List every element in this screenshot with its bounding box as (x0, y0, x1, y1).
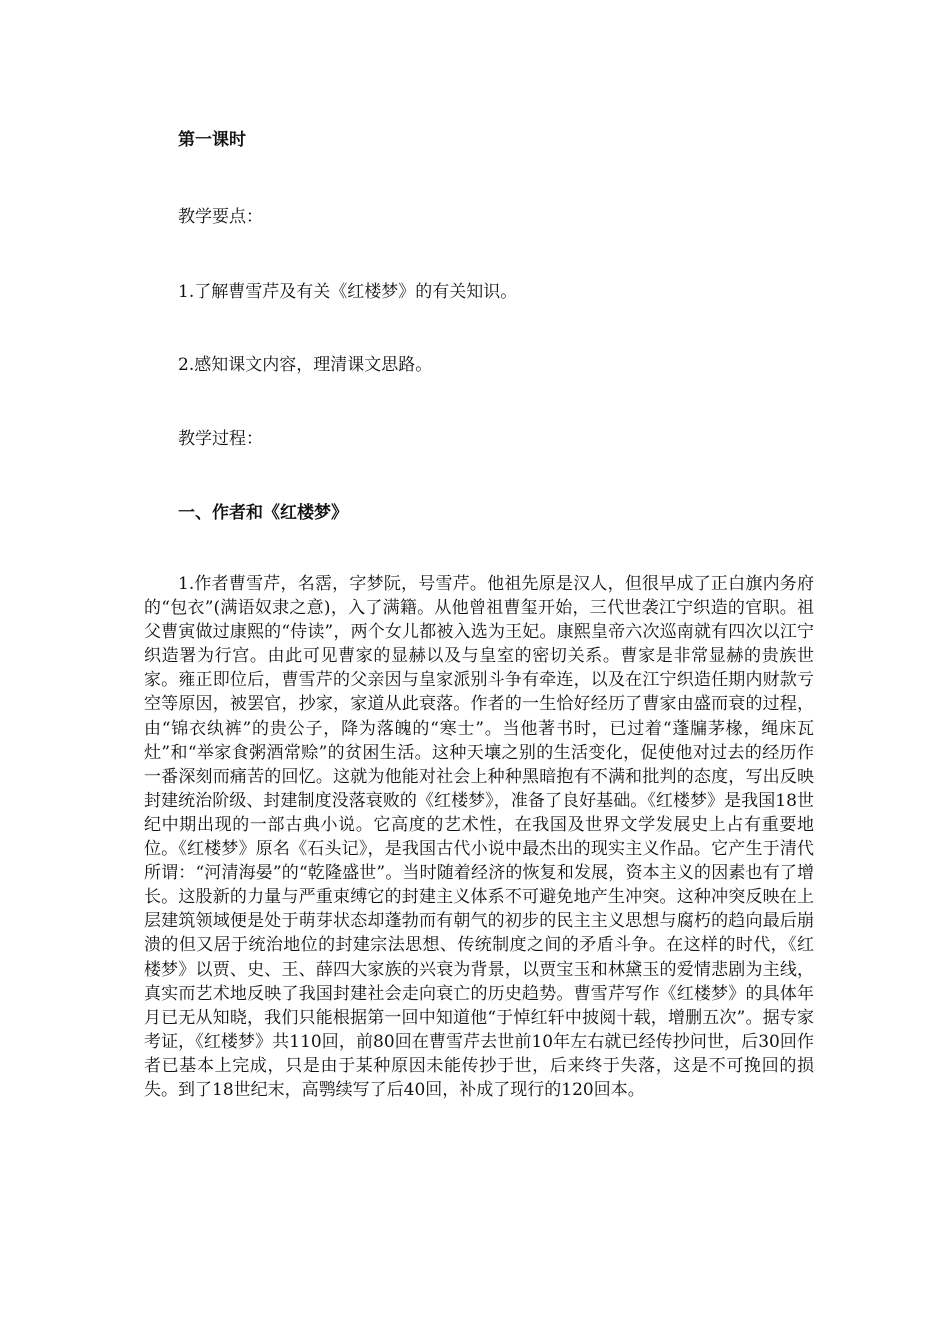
teaching-points-heading: 教学要点： (178, 207, 263, 227)
teaching-point-item: 2.感知课文内容，理清课文思路。 (178, 355, 433, 375)
teaching-point-item: 1.了解曹雪芹及有关《红楼梦》的有关知识。 (178, 282, 518, 302)
section-heading: 一、作者和《红楼梦》 (178, 503, 348, 523)
teaching-process-heading: 教学过程： (178, 429, 263, 449)
lesson-title: 第一课时 (178, 130, 246, 150)
body-paragraph: 1.作者曹雪芹，名霑，字梦阮，号雪芹。他祖先原是汉人，但很早成了正白旗内务府的“包衣”(满语奴隶之意)，入了满籍。从他曾祖曹玺开始，三代世袭江宁织造的官职。祖父曹寅做过康熙的“侍读”，两个女儿都被入选为王妃。康熙皇帝六次巡南就有四次以江宁织造署为行宫。由此可见曹家的显赫以及与皇室的密切关系。曹家是非常显赫的贵族世家。雍正即位后，曹雪芹的父亲因与皇家派别斗争有牵连，以及在江宁织造任期内财款亏空等原因，被罢官，抄家，家道从此衰落。作者的一生恰好经历了曹家由盛而衰的过程，由“锦衣纨裤”的贵公子，降为落魄的“寒士”。当他著书时，已过着“蓬牖茅椽，绳床瓦灶”和“举家食粥酒常赊”的贫困生活。这种天壤之别的生活变化，促使他对过去的经历作一番深刻而痛苦的回忆。这就为他能对社会上种种黑暗抱有不满和批判的态度，写出反映封建统治阶级、封建制度没落衰败的《红楼梦》，准备了良好基础。《红楼梦》是我国18世纪中期出现的一部古典小说。它高度的艺术性，在我国及世界文学发展史上占有重要地位。《红楼梦》原名《石头记》，是我国古代小说中最杰出的现实主义作品。它产生于清代所谓：“河清海晏”的“乾隆盛世”。当时随着经济的恢复和发展，资本主义的因素也有了增长。这股新的力量与严重束缚它的封建主义体系不可避免地产生冲突。这种冲突反映在上层建筑领域便是处于萌芽状态却蓬勃而有朝气的初步的民主主义思想与腐朽的趋向最后崩溃的但又居于统治地位的封建宗法思想、传统制度之间的矛盾斗争。在这样的时代，《红楼梦》以贾、史、王、薛四大家族的兴衰为背景，以贾宝玉和林黛玉的爱情悲剧为主线，真实而艺术地反映了我国封建社会走向衰亡的历史趋势。曹雪芹写作《红楼梦》的具体年月已无从知晓，我们只能根据第一回中知道他“于悼红轩中披阅十载，增删五次”。据专家考证，《红楼梦》共110回，前80回在曹雪芹去世前10年左右就已经传抄问世，后30回作者已基本上完成，只是由于某种原因未能传抄于世，后来终于失落，这是不可挽回的损失。到了18世纪末，高鹗续写了后40回，补成了现行的120回本。 (144, 574, 814, 1100)
